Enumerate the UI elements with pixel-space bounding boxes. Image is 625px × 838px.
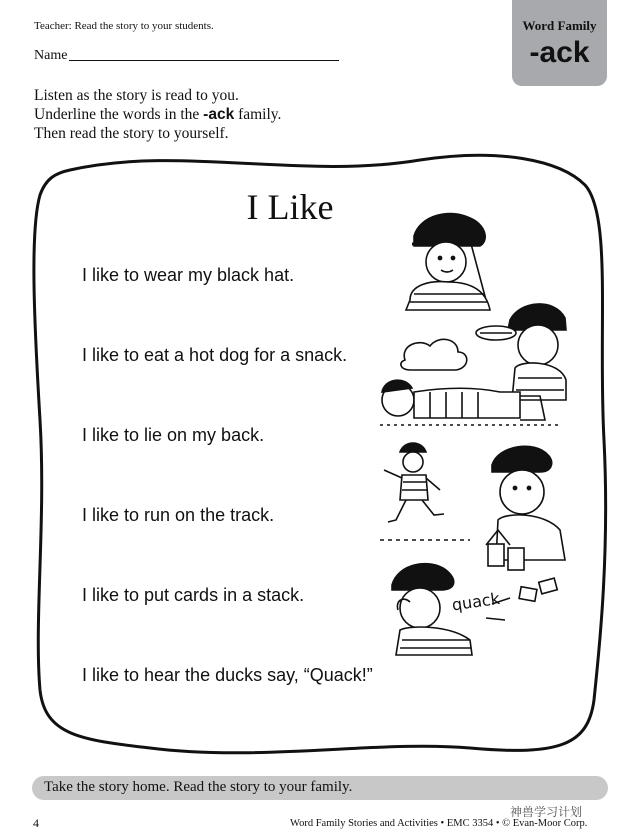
teacher-note: Teacher: Read the story to your students. — [34, 20, 214, 32]
story-line: I like to run on the track. — [82, 505, 275, 525]
quack-kid-illustration — [392, 564, 510, 655]
cards-kid-illustration — [486, 446, 565, 601]
instruction-line-3: Then read the story to yourself. — [34, 125, 229, 142]
quack-sound-text: quack — [450, 588, 501, 615]
family-highlight: -ack — [203, 106, 235, 123]
watermark: 神兽学习计划 — [510, 805, 583, 819]
story-line: I like to put cards in a stack. — [82, 585, 305, 605]
word-family-name: -ack — [529, 36, 590, 69]
publisher-credit: Word Family Stories and Activities • EMC 3354 • © Evan-Moor Corp. — [290, 818, 588, 829]
story-title: I Like — [246, 187, 334, 227]
instruction-line-1: Listen as the story is read to you. — [34, 87, 239, 104]
story-line: I like to wear my black hat. — [82, 265, 295, 285]
hot-dog-illustration — [476, 304, 566, 400]
name-label: Name — [34, 48, 68, 63]
word-family-title: Word Family — [522, 18, 597, 33]
page-number: 4 — [33, 816, 39, 830]
instruction-line-2: Underline the words in the -ack family. — [34, 106, 282, 123]
boy-hat-illustration — [406, 214, 490, 310]
story-line: I like to lie on my back. — [82, 425, 265, 445]
story-line: I like to hear the ducks say, “Quack!” — [82, 665, 373, 685]
footer-message: Take the story home. Read the story to your family. — [44, 779, 353, 795]
running-kid-illustration — [380, 443, 470, 540]
story-line: I like to eat a hot dog for a snack. — [82, 345, 348, 365]
